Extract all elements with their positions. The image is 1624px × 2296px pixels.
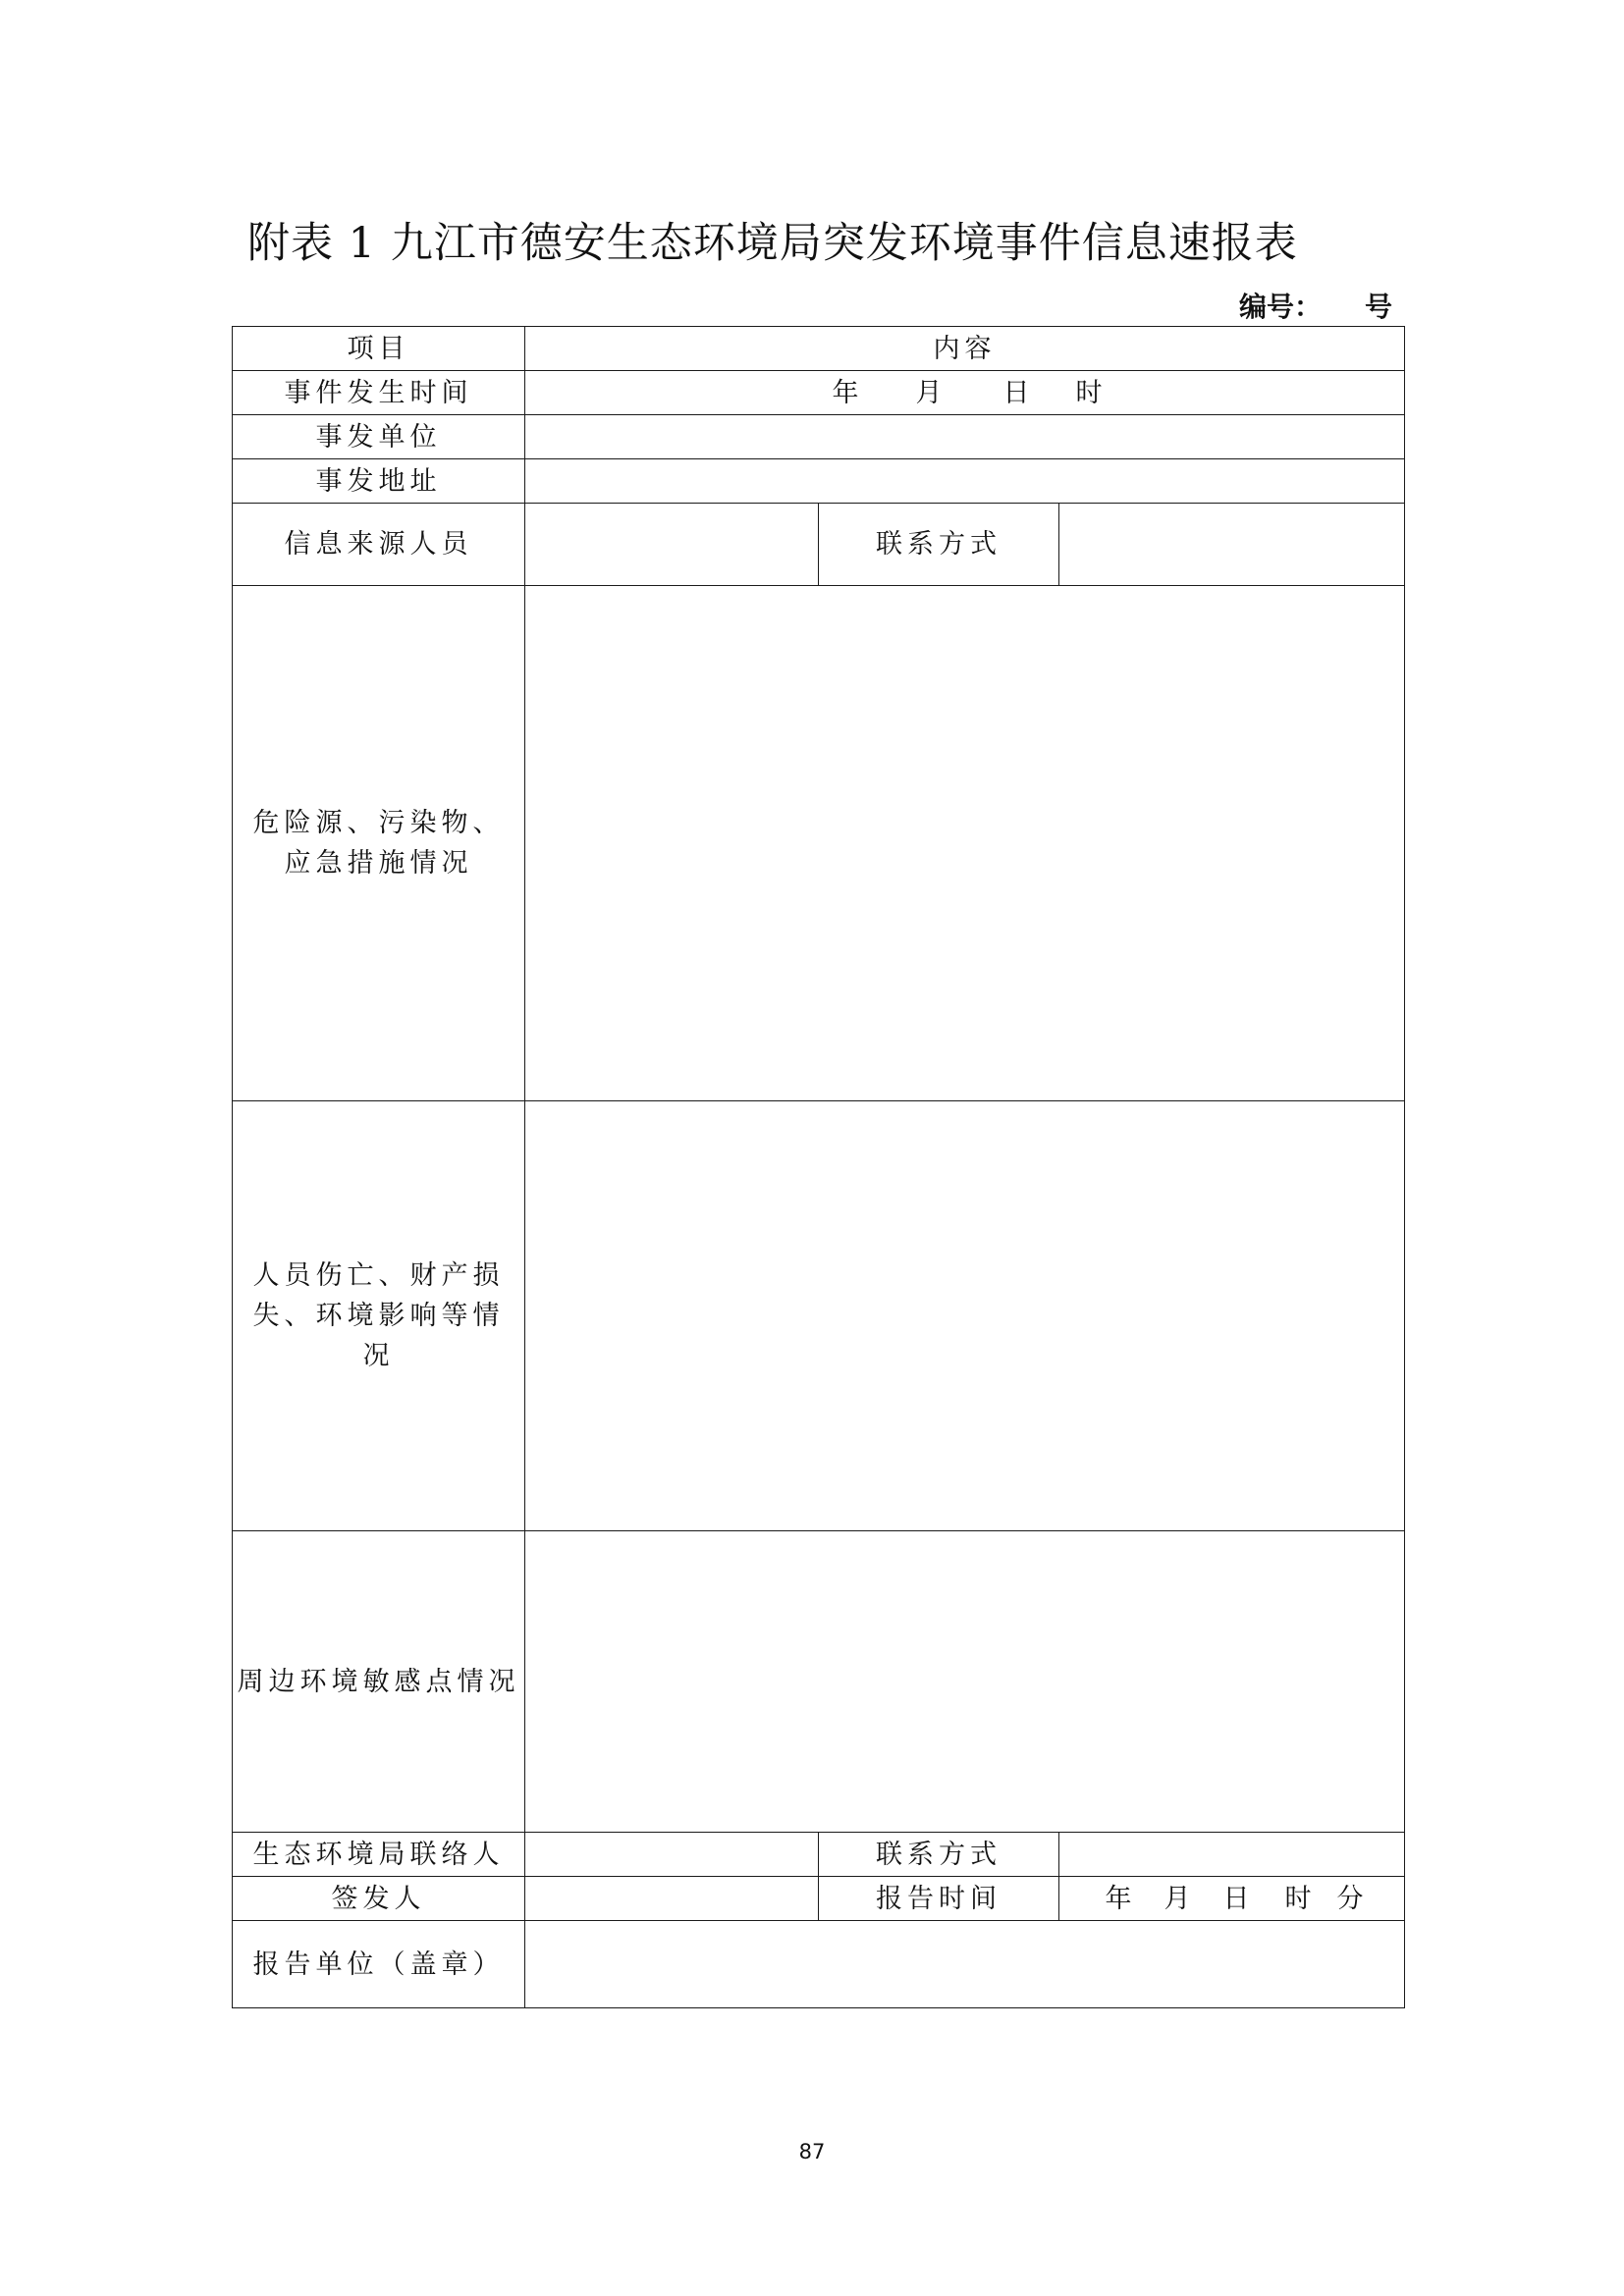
- header-item: 项目: [233, 327, 525, 371]
- serial-number: [1239, 286, 1392, 325]
- report-unit-label: 报告单位（盖章）: [233, 1921, 525, 2008]
- report-time-label: 报告时间: [819, 1877, 1059, 1921]
- header-row: [233, 327, 1405, 371]
- sensitive-row: [233, 1531, 1405, 1833]
- page-number: 87: [798, 2140, 826, 2163]
- unit-field[interactable]: [525, 415, 1405, 459]
- event-time-field[interactable]: [525, 371, 1405, 415]
- hazard-label: 危险源、污染物、应急措施情况: [233, 586, 525, 1101]
- address-row: [233, 459, 1405, 504]
- damage-label: 人员伤亡、财产损失、环境影响等情况: [233, 1101, 525, 1531]
- sensitive-label: 周边环境敏感点情况: [233, 1531, 525, 1833]
- source-contact-label: 联系方式: [819, 504, 1059, 586]
- unit-label: 事发单位: [233, 415, 525, 459]
- unit-row: [233, 415, 1405, 459]
- liaison-contact-label: 联系方式: [819, 1833, 1059, 1877]
- hazard-row: [233, 586, 1405, 1101]
- report-month-unit: 月: [1164, 1883, 1196, 1914]
- source-row: [233, 504, 1405, 586]
- address-label: 事发地址: [233, 459, 525, 504]
- report-unit-row: [233, 1921, 1405, 2008]
- report-minute-unit: 分: [1336, 1883, 1369, 1914]
- serial-label: 编号：: [1239, 291, 1323, 323]
- liaison-label: 生态环境局联络人: [233, 1833, 525, 1877]
- event-time-label: 事件发生时间: [233, 371, 525, 415]
- year-unit: 年: [832, 377, 864, 408]
- source-label: 信息来源人员: [233, 504, 525, 586]
- liaison-contact-field[interactable]: [1059, 1833, 1405, 1877]
- signer-row: [233, 1877, 1405, 1921]
- event-time-row: [233, 371, 1405, 415]
- damage-field[interactable]: [525, 1101, 1405, 1531]
- source-contact-field[interactable]: [1059, 504, 1405, 586]
- liaison-field[interactable]: [525, 1833, 819, 1877]
- signer-field[interactable]: [525, 1877, 819, 1921]
- report-year-unit: 年: [1105, 1883, 1137, 1914]
- sensitive-field[interactable]: [525, 1531, 1405, 1833]
- serial-suffix: 号: [1365, 291, 1393, 323]
- day-unit: 日: [1002, 377, 1035, 408]
- document-title: 附表 1 九江市德安生态环境局突发环境事件信息速报表: [247, 219, 1298, 268]
- report-hour-unit: 时: [1284, 1883, 1317, 1914]
- source-field[interactable]: [525, 504, 819, 586]
- header-content: 内容: [525, 327, 1405, 371]
- damage-row: [233, 1101, 1405, 1531]
- month-unit: 月: [915, 377, 947, 408]
- incident-report-form: [232, 326, 1405, 2008]
- liaison-row: [233, 1833, 1405, 1877]
- hazard-field[interactable]: [525, 586, 1405, 1101]
- report-time-field[interactable]: [1059, 1877, 1405, 1921]
- report-day-unit: 日: [1222, 1883, 1255, 1914]
- hour-unit: 时: [1075, 377, 1108, 408]
- address-field[interactable]: [525, 459, 1405, 504]
- signer-label: 签发人: [233, 1877, 525, 1921]
- report-unit-field[interactable]: [525, 1921, 1405, 2008]
